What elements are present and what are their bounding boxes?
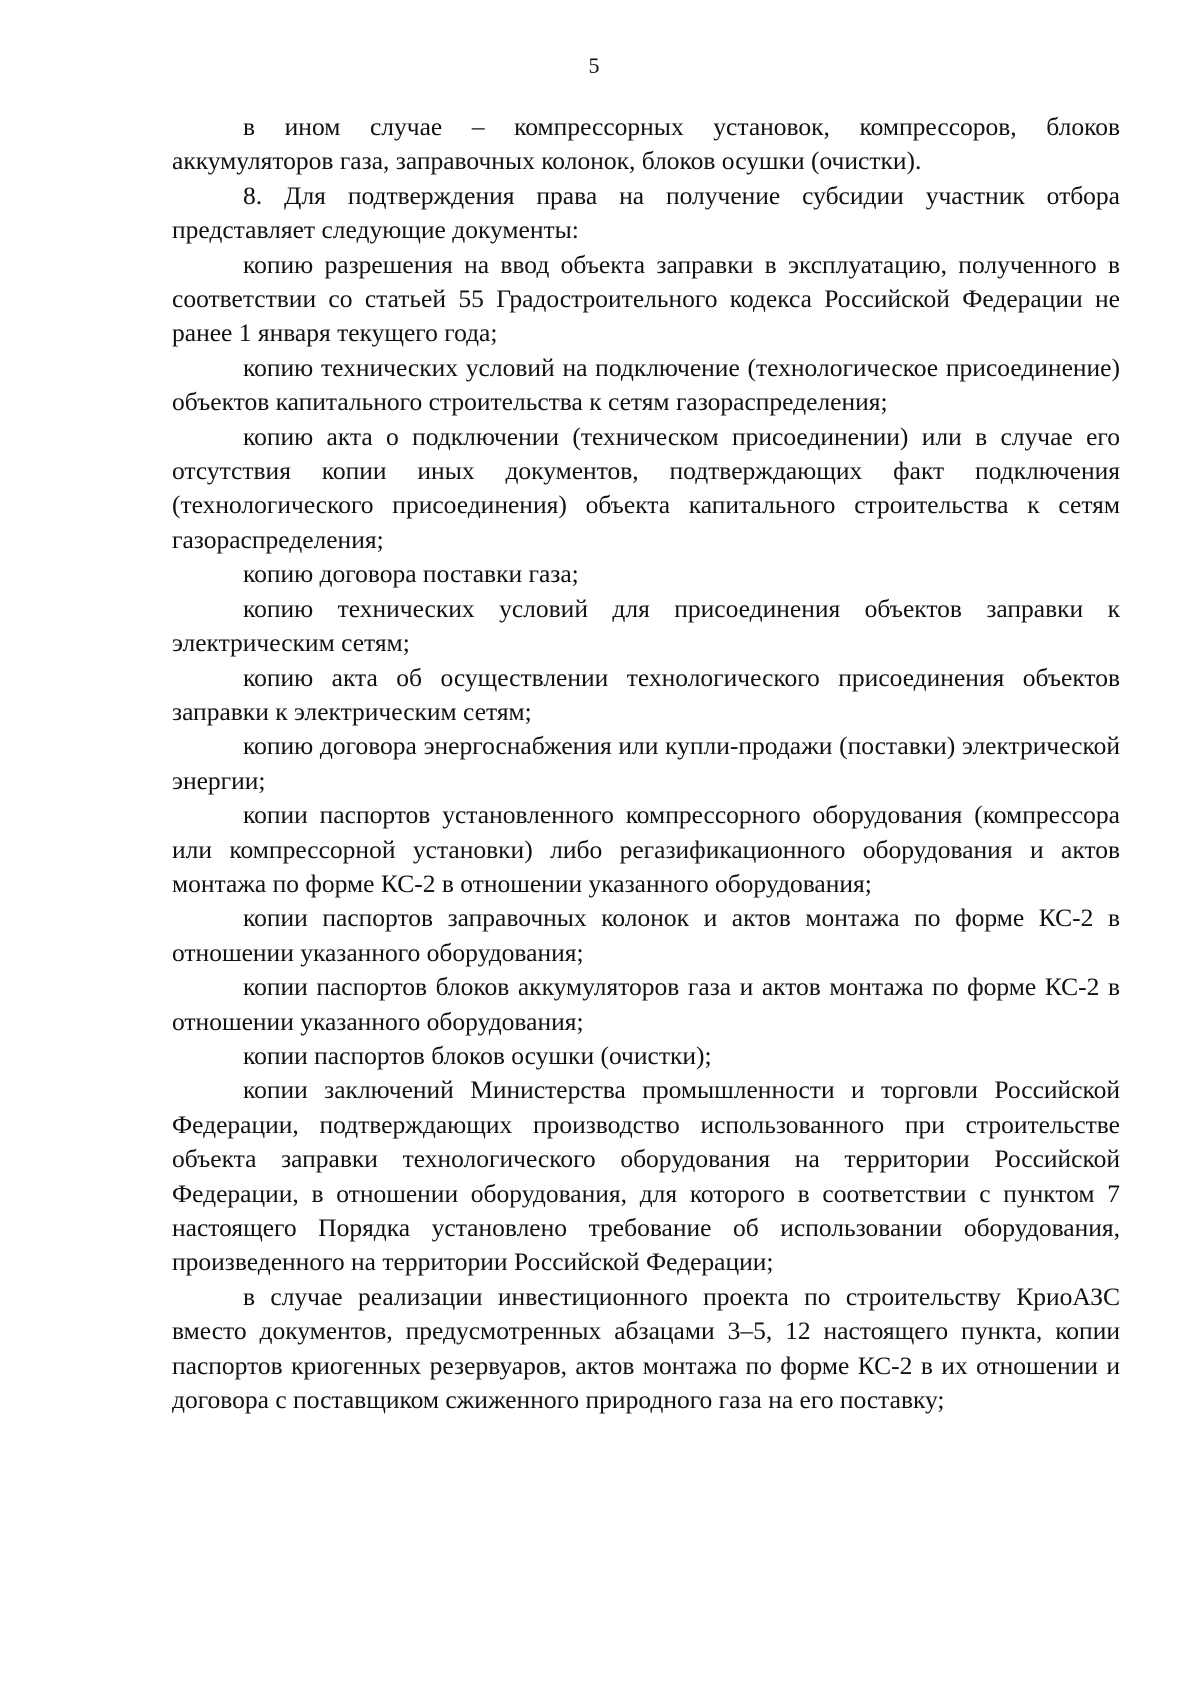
paragraph: копии паспортов блоков аккумуляторов газа и актов монтажа по форме КС-2 в отношении указанного оборудования; (172, 972, 1120, 1036)
paragraph: копию акта о подключении (техническом присоединении) или в случае его отсутствия копии иных документов, подтверждающих факт подключения (технологического присоединения) объекта капитального строительства к сетям газораспределения; (172, 421, 1120, 554)
paragraph: в ином случае – компрессорных установок, компрессоров, блоков аккумуляторов газа, заправочных колонок, блоков осушки (очистки). (172, 112, 1120, 176)
paragraph: копию договора энергоснабжения или купли-продажи (поставки) электрической энергии; (172, 731, 1120, 795)
document-body (172, 110, 1120, 1417)
paragraph: копии паспортов заправочных колонок и актов монтажа по форме КС-2 в отношении указанного оборудования; (172, 903, 1120, 967)
paragraph: копию акта об осуществлении технологического присоединения объектов заправки к электрическим сетям; (172, 662, 1120, 726)
paragraph: копии заключений Министерства промышленности и торговли Российской Федерации, подтверждающих производство использованного при строительстве объекта заправки технологического оборудования на территории Российской Федерации, в отношении оборудования, для которого в соответствии с пунктом 7 настоящего Порядка установлено требование об использовании оборудования, произведенного на территории Российской Федерации; (172, 1075, 1120, 1277)
paragraph: копию договора поставки газа; (243, 559, 579, 589)
paragraph: в случае реализации инвестиционного проекта по строительству КриоАЗС вместо документов, предусмотренных абзацами 3–5, 12 настоящего пункта, копии паспортов криогенных резервуаров, актов монтажа по форме КС-2 в их отношении и договора с поставщиком сжиженного природного газа на его поставку; (172, 1281, 1120, 1415)
paragraph: копии паспортов блоков осушки (очистки); (243, 1040, 712, 1070)
paragraph: копию технических условий для присоединения объектов заправки к электрическим сетям; (172, 593, 1120, 658)
paragraph: 8. Для подтверждения права на получение субсидии участник отбора представляет следующие документы: (172, 180, 1120, 245)
paragraph: копию разрешения на ввод объекта заправки в эксплуатацию, полученного в соответствии со статьей 55 Градостроительного кодекса Российской Федерации не ранее 1 января текущего года; (172, 249, 1120, 348)
paragraph: копии паспортов установленного компрессорного оборудования (компрессора или компрессорной установки) либо регазификационного оборудования и актов монтажа по форме КС-2 в отношении указанного оборудования; (172, 800, 1120, 898)
paragraph: копию технических условий на подключение (технологическое присоединение) объектов капитального строительства к сетям газораспределения; (172, 352, 1120, 417)
page-number: 5 (588, 53, 600, 78)
